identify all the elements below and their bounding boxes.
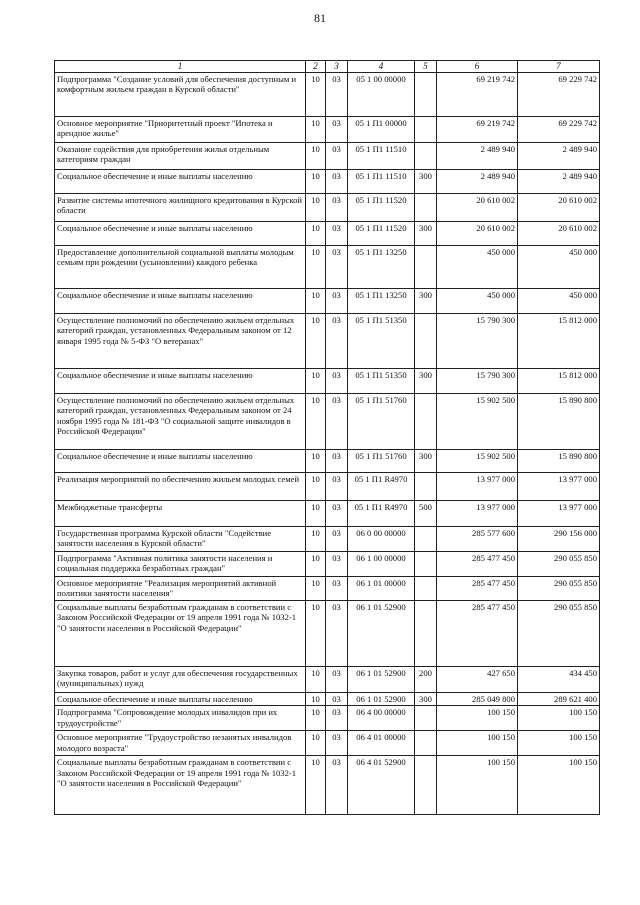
- header-col-6: 6: [437, 61, 518, 73]
- table-row: [55, 706, 600, 731]
- row-amount-year2-cell: 13 977 000: [518, 500, 600, 526]
- row-expense-type-cell: [415, 600, 437, 666]
- row-amount-year2-cell: 15 812 000: [518, 368, 600, 393]
- table-row: [55, 526, 600, 551]
- row-amount-year2-cell: 434 450: [518, 666, 600, 692]
- row-section-cell: 10: [306, 472, 326, 500]
- row-expense-type-cell: [415, 116, 437, 142]
- row-name-cell: Социальное обеспечение и иные выплаты населению: [55, 692, 306, 705]
- row-amount-year1-cell: 285 577 600: [437, 526, 518, 551]
- row-section-cell: 10: [306, 600, 326, 666]
- row-section-cell: 10: [306, 288, 326, 313]
- header-row: [55, 61, 600, 73]
- row-name-cell: Осуществление полномочий по обеспечению жильем отдельных категорий граждан, установленных Федеральным законом от 12 января 1995 года № 5-ФЗ "О ветеранах": [55, 313, 306, 368]
- table-row: [55, 288, 600, 313]
- row-amount-year1-cell: 13 977 000: [437, 500, 518, 526]
- row-amount-year2-cell: 290 055 850: [518, 576, 600, 600]
- row-expense-type-cell: 300: [415, 221, 437, 245]
- row-section-cell: 10: [306, 142, 326, 169]
- row-target-article-cell: 05 1 П1 R4970: [348, 472, 415, 500]
- row-amount-year2-cell: 15 890 800: [518, 393, 600, 449]
- row-amount-year2-cell: 100 150: [518, 731, 600, 756]
- table-row: [55, 221, 600, 245]
- table-row: [55, 666, 600, 692]
- row-name-cell: Закупка товаров, работ и услуг для обеспечения государственных (муниципальных) нужд: [55, 666, 306, 692]
- table-row: [55, 731, 600, 756]
- row-target-article-cell: 06 0 00 00000: [348, 526, 415, 551]
- row-amount-year1-cell: 20 610 002: [437, 193, 518, 221]
- row-amount-year1-cell: 15 790 300: [437, 368, 518, 393]
- row-amount-year2-cell: 20 610 002: [518, 193, 600, 221]
- table-row: [55, 551, 600, 576]
- row-section-cell: 10: [306, 692, 326, 705]
- row-target-article-cell: 05 1 П1 R4970: [348, 500, 415, 526]
- row-amount-year2-cell: 15 890 800: [518, 449, 600, 472]
- row-amount-year2-cell: 2 489 940: [518, 169, 600, 193]
- row-amount-year1-cell: 450 000: [437, 245, 518, 288]
- row-section-cell: 10: [306, 731, 326, 756]
- row-section-cell: 10: [306, 393, 326, 449]
- table-row: [55, 756, 600, 815]
- header-col-5: 5: [415, 61, 437, 73]
- header-col-7: 7: [518, 61, 600, 73]
- row-amount-year1-cell: 2 489 940: [437, 142, 518, 169]
- row-target-article-cell: 06 1 01 52900: [348, 692, 415, 705]
- row-subsection-cell: 03: [326, 449, 348, 472]
- row-amount-year1-cell: 427 650: [437, 666, 518, 692]
- row-name-cell: Предоставление дополнительной социальной выплаты молодым семьям при рождении (усыновлении) каждого ребенка: [55, 245, 306, 288]
- budget-table: [54, 60, 600, 815]
- row-section-cell: 10: [306, 313, 326, 368]
- row-target-article-cell: 05 1 П1 51350: [348, 313, 415, 368]
- row-amount-year2-cell: 290 055 850: [518, 551, 600, 576]
- row-amount-year2-cell: 69 229 742: [518, 72, 600, 116]
- table-row: [55, 449, 600, 472]
- row-section-cell: 10: [306, 576, 326, 600]
- row-amount-year1-cell: 450 000: [437, 288, 518, 313]
- row-section-cell: 10: [306, 221, 326, 245]
- table-row: [55, 193, 600, 221]
- row-target-article-cell: 05 1 П1 51760: [348, 449, 415, 472]
- row-name-cell: Реализация мероприятий по обеспечению жильем молодых семей: [55, 472, 306, 500]
- row-expense-type-cell: 300: [415, 449, 437, 472]
- row-target-article-cell: 05 1 П1 51350: [348, 368, 415, 393]
- row-subsection-cell: 03: [326, 551, 348, 576]
- row-amount-year1-cell: 100 150: [437, 706, 518, 731]
- table-row: [55, 500, 600, 526]
- row-subsection-cell: 03: [326, 393, 348, 449]
- row-name-cell: Подпрограмма "Создание условий для обеспечения доступным и комфортным жильем граждан в Курской области": [55, 72, 306, 116]
- row-name-cell: Социальные выплаты безработным гражданам в соответствии с Законом Российской Федерации от 19 апреля 1991 года № 1032-1 "О занятости населения в Российской Федерации": [55, 756, 306, 815]
- table-row: [55, 576, 600, 600]
- row-name-cell: Осуществление полномочий по обеспечению жильем отдельных категорий граждан, установленных Федеральным законом от 24 ноября 1995 года № 181-ФЗ "О социальной защите инвалидов в Российской Федерации": [55, 393, 306, 449]
- row-subsection-cell: 03: [326, 368, 348, 393]
- row-amount-year1-cell: 15 902 500: [437, 449, 518, 472]
- row-amount-year1-cell: 285 477 450: [437, 551, 518, 576]
- row-name-cell: Основное мероприятие "Реализация мероприятий активной политики занятости населения": [55, 576, 306, 600]
- row-section-cell: 10: [306, 526, 326, 551]
- header-col-4: 4: [348, 61, 415, 73]
- row-expense-type-cell: 300: [415, 692, 437, 705]
- row-name-cell: Подпрограмма "Активная политика занятости населения и социальная поддержка безработных граждан": [55, 551, 306, 576]
- row-expense-type-cell: 200: [415, 666, 437, 692]
- row-expense-type-cell: 300: [415, 288, 437, 313]
- row-target-article-cell: 06 1 00 00000: [348, 551, 415, 576]
- row-name-cell: Социальное обеспечение и иные выплаты населению: [55, 368, 306, 393]
- row-name-cell: Социальное обеспечение и иные выплаты населению: [55, 221, 306, 245]
- row-section-cell: 10: [306, 72, 326, 116]
- row-amount-year1-cell: 100 150: [437, 731, 518, 756]
- row-amount-year2-cell: 20 610 002: [518, 221, 600, 245]
- row-subsection-cell: 03: [326, 193, 348, 221]
- row-expense-type-cell: [415, 576, 437, 600]
- row-expense-type-cell: [415, 526, 437, 551]
- row-expense-type-cell: [415, 193, 437, 221]
- row-expense-type-cell: 500: [415, 500, 437, 526]
- row-amount-year2-cell: 2 489 940: [518, 142, 600, 169]
- row-subsection-cell: 03: [326, 142, 348, 169]
- row-target-article-cell: 05 1 П1 11520: [348, 193, 415, 221]
- row-target-article-cell: 05 1 00 00000: [348, 72, 415, 116]
- row-section-cell: 10: [306, 756, 326, 815]
- row-expense-type-cell: [415, 731, 437, 756]
- row-target-article-cell: 05 1 П1 11520: [348, 221, 415, 245]
- row-name-cell: Оказание содействия для приобретения жилья отдельным категориям граждан: [55, 142, 306, 169]
- row-subsection-cell: 03: [326, 221, 348, 245]
- row-target-article-cell: 05 1 П1 51760: [348, 393, 415, 449]
- row-subsection-cell: 03: [326, 313, 348, 368]
- row-name-cell: Основное мероприятие "Приоритетный проект "Ипотека и арендное жилье": [55, 116, 306, 142]
- row-target-article-cell: 05 1 П1 00000: [348, 116, 415, 142]
- row-section-cell: 10: [306, 666, 326, 692]
- row-expense-type-cell: [415, 472, 437, 500]
- row-subsection-cell: 03: [326, 756, 348, 815]
- row-amount-year1-cell: 69 219 742: [437, 72, 518, 116]
- row-name-cell: Развитие системы ипотечного жилищного кредитования в Курской области: [55, 193, 306, 221]
- table-row: [55, 368, 600, 393]
- row-expense-type-cell: [415, 393, 437, 449]
- row-section-cell: 10: [306, 116, 326, 142]
- row-target-article-cell: 06 4 01 00000: [348, 731, 415, 756]
- row-subsection-cell: 03: [326, 245, 348, 288]
- row-section-cell: 10: [306, 500, 326, 526]
- row-section-cell: 10: [306, 551, 326, 576]
- row-target-article-cell: 06 4 01 52900: [348, 756, 415, 815]
- row-amount-year1-cell: 285 477 450: [437, 600, 518, 666]
- row-section-cell: 10: [306, 169, 326, 193]
- row-expense-type-cell: [415, 72, 437, 116]
- row-amount-year1-cell: 285 477 450: [437, 576, 518, 600]
- row-expense-type-cell: [415, 551, 437, 576]
- row-subsection-cell: 03: [326, 692, 348, 705]
- row-amount-year2-cell: 290 055 850: [518, 600, 600, 666]
- row-amount-year2-cell: 289 621 400: [518, 692, 600, 705]
- row-amount-year1-cell: 20 610 002: [437, 221, 518, 245]
- row-name-cell: Государственная программа Курской области "Содействие занятости населения в Курской области": [55, 526, 306, 551]
- row-subsection-cell: 03: [326, 72, 348, 116]
- table-row: [55, 393, 600, 449]
- row-target-article-cell: 06 1 01 52900: [348, 666, 415, 692]
- table-row: [55, 600, 600, 666]
- row-amount-year1-cell: 15 902 500: [437, 393, 518, 449]
- table-row: [55, 169, 600, 193]
- row-amount-year2-cell: 69 229 742: [518, 116, 600, 142]
- row-expense-type-cell: [415, 313, 437, 368]
- table-row: [55, 692, 600, 705]
- row-name-cell: Социальное обеспечение и иные выплаты населению: [55, 169, 306, 193]
- row-subsection-cell: 03: [326, 706, 348, 731]
- row-target-article-cell: 06 1 01 52900: [348, 600, 415, 666]
- row-expense-type-cell: 300: [415, 169, 437, 193]
- row-name-cell: Основное мероприятие "Трудоустройство незанятых инвалидов молодого возраста": [55, 731, 306, 756]
- table-row: [55, 472, 600, 500]
- page-number: 81: [314, 11, 326, 25]
- header-col-1: 1: [55, 61, 306, 73]
- row-subsection-cell: 03: [326, 576, 348, 600]
- row-amount-year1-cell: 13 977 000: [437, 472, 518, 500]
- row-amount-year2-cell: 13 977 000: [518, 472, 600, 500]
- row-target-article-cell: 06 4 00 00000: [348, 706, 415, 731]
- row-subsection-cell: 03: [326, 116, 348, 142]
- row-subsection-cell: 03: [326, 169, 348, 193]
- row-expense-type-cell: 300: [415, 368, 437, 393]
- row-subsection-cell: 03: [326, 600, 348, 666]
- row-target-article-cell: 06 1 01 00000: [348, 576, 415, 600]
- row-name-cell: Социальное обеспечение и иные выплаты населению: [55, 288, 306, 313]
- row-target-article-cell: 05 1 П1 13250: [348, 288, 415, 313]
- row-amount-year2-cell: 15 812 000: [518, 313, 600, 368]
- row-target-article-cell: 05 1 П1 13250: [348, 245, 415, 288]
- row-name-cell: Межбюджетные трансферты: [55, 500, 306, 526]
- row-section-cell: 10: [306, 245, 326, 288]
- row-amount-year2-cell: 290 156 000: [518, 526, 600, 551]
- row-target-article-cell: 05 1 П1 11510: [348, 142, 415, 169]
- table-row: [55, 142, 600, 169]
- row-section-cell: 10: [306, 368, 326, 393]
- table-row: [55, 245, 600, 288]
- row-subsection-cell: 03: [326, 526, 348, 551]
- row-amount-year2-cell: 450 000: [518, 245, 600, 288]
- table-row: [55, 72, 600, 116]
- table-row: [55, 313, 600, 368]
- row-amount-year1-cell: 100 150: [437, 756, 518, 815]
- row-section-cell: 10: [306, 193, 326, 221]
- row-expense-type-cell: [415, 756, 437, 815]
- row-expense-type-cell: [415, 142, 437, 169]
- row-target-article-cell: 05 1 П1 11510: [348, 169, 415, 193]
- row-subsection-cell: 03: [326, 731, 348, 756]
- row-expense-type-cell: [415, 245, 437, 288]
- row-subsection-cell: 03: [326, 500, 348, 526]
- row-amount-year1-cell: 2 489 940: [437, 169, 518, 193]
- row-amount-year2-cell: 450 000: [518, 288, 600, 313]
- row-subsection-cell: 03: [326, 472, 348, 500]
- table-body: [55, 72, 600, 814]
- table-row: [55, 116, 600, 142]
- header-col-2: 2: [306, 61, 326, 73]
- row-expense-type-cell: [415, 706, 437, 731]
- row-name-cell: Социальное обеспечение и иные выплаты населению: [55, 449, 306, 472]
- row-name-cell: Социальные выплаты безработным гражданам в соответствии с Законом Российской Федерации от 19 апреля 1991 года № 1032-1 "О занятости населения в Российской Федерации": [55, 600, 306, 666]
- row-section-cell: 10: [306, 449, 326, 472]
- row-amount-year1-cell: 15 790 300: [437, 313, 518, 368]
- row-subsection-cell: 03: [326, 666, 348, 692]
- row-amount-year2-cell: 100 150: [518, 756, 600, 815]
- header-col-3: 3: [326, 61, 348, 73]
- row-amount-year2-cell: 100 150: [518, 706, 600, 731]
- row-amount-year1-cell: 69 219 742: [437, 116, 518, 142]
- row-subsection-cell: 03: [326, 288, 348, 313]
- row-name-cell: Подпрограмма "Сопровождение молодых инвалидов при их трудоустройстве": [55, 706, 306, 731]
- row-amount-year1-cell: 285 049 800: [437, 692, 518, 705]
- row-section-cell: 10: [306, 706, 326, 731]
